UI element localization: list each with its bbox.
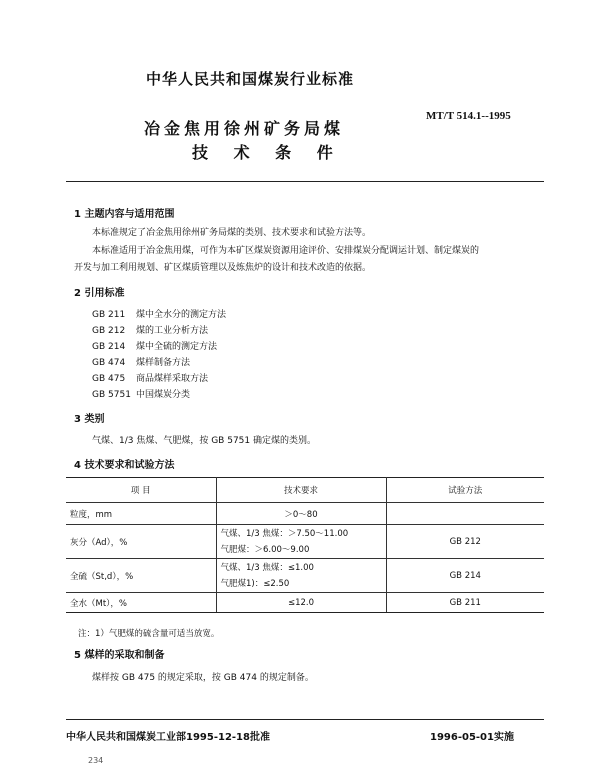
reference-item <box>92 339 217 352</box>
reference-code: GB 5751 <box>92 390 131 400</box>
footer-divider <box>66 719 544 720</box>
row-item: 全硫（St,d），% <box>66 559 216 593</box>
section-4-heading: 4 技术要求和试验方法 <box>74 460 175 471</box>
column-header-method: 试验方法 <box>386 478 544 503</box>
row-method: GB 211 <box>386 593 544 613</box>
table-footnote: 注：1）气肥煤的硫含量可适当放宽。 <box>78 629 220 639</box>
document-title-line2: 技 术 条 件 <box>192 143 343 162</box>
row-method: GB 212 <box>386 525 544 559</box>
table-header-row <box>66 478 544 503</box>
document-title-line1: 冶金焦用徐州矿务局煤 <box>144 119 345 138</box>
row-requirement: ≤12.0 <box>216 593 386 613</box>
reference-item <box>92 323 208 336</box>
page-number: 234 <box>88 756 104 765</box>
section-1-heading: 1 主题内容与适用范围 <box>74 209 175 220</box>
industry-standard-title: 中华人民共和国煤炭行业标准 <box>146 70 355 88</box>
row-method: GB 214 <box>386 559 544 593</box>
section-1-paragraph-1: 本标准规定了冶金焦用徐州矿务局煤的类别、技术要求和试验方法等。 <box>92 228 372 238</box>
requirement-line: 气肥煤：＞6.00～9.00 <box>220 544 310 555</box>
row-requirement: ＞0～80 <box>216 503 386 525</box>
table-row <box>66 525 544 559</box>
reference-name: 煤样制备方法 <box>136 358 191 368</box>
row-method <box>386 503 544 525</box>
section-1-paragraph-2b: 开发与加工利用规划、矿区煤质管理以及炼焦炉的设计和技术改造的依据。 <box>74 263 372 273</box>
reference-name: 煤中全硫的测定方法 <box>136 342 218 352</box>
reference-code: GB 475 <box>92 374 126 384</box>
requirements-table <box>66 477 544 613</box>
implementation-date: 1996-05-01实施 <box>430 732 514 743</box>
table-row <box>66 503 544 525</box>
reference-name: 煤中全水分的测定方法 <box>136 310 227 320</box>
reference-name: 商品煤样采取方法 <box>136 374 209 384</box>
requirement-line: 气肥煤1)：≤2.50 <box>220 578 290 589</box>
table-row <box>66 593 544 613</box>
column-header-requirement: 技术要求 <box>216 478 386 503</box>
section-2-heading: 2 引用标准 <box>74 288 125 299</box>
reference-item <box>92 355 190 368</box>
requirement-line: 气煤、1/3 焦煤：＞7.50～11.00 <box>220 528 349 539</box>
header-divider <box>66 181 544 182</box>
section-1-paragraph-2a: 本标准适用于冶金焦用煤，可作为本矿区煤炭资源用途评价、安排煤炭分配调运计划、制定煤炭的 <box>92 246 480 256</box>
reference-name: 中国煤炭分类 <box>136 390 191 400</box>
reference-name: 煤的工业分析方法 <box>136 326 209 336</box>
row-requirement <box>216 559 386 593</box>
reference-code: GB 214 <box>92 342 126 352</box>
section-3-paragraph: 气煤、1/3 焦煤、气肥煤，按 GB 5751 确定煤的类别。 <box>92 436 316 446</box>
standard-code: MT/T 514.1--1995 <box>426 110 511 122</box>
section-3-heading: 3 类别 <box>74 414 105 425</box>
section-5-heading: 5 煤样的采取和制备 <box>74 650 165 661</box>
column-header-item: 项 目 <box>66 478 216 503</box>
row-item: 全水（Mt），% <box>66 593 216 613</box>
approval-line: 中华人民共和国煤炭工业部1995-12-18批准 <box>66 732 270 743</box>
reference-code: GB 474 <box>92 358 126 368</box>
reference-item <box>92 371 208 384</box>
reference-item <box>92 307 226 320</box>
row-item: 灰分（Ad），% <box>66 525 216 559</box>
row-item: 粒度，mm <box>66 503 216 525</box>
reference-code: GB 212 <box>92 326 126 336</box>
requirement-line: 气煤、1/3 焦煤：≤1.00 <box>220 562 314 573</box>
table-row <box>66 559 544 593</box>
row-requirement <box>216 525 386 559</box>
section-5-paragraph: 煤样按 GB 475 的规定采取，按 GB 474 的规定制备。 <box>92 673 314 683</box>
reference-item <box>92 387 190 400</box>
reference-code: GB 211 <box>92 310 126 320</box>
